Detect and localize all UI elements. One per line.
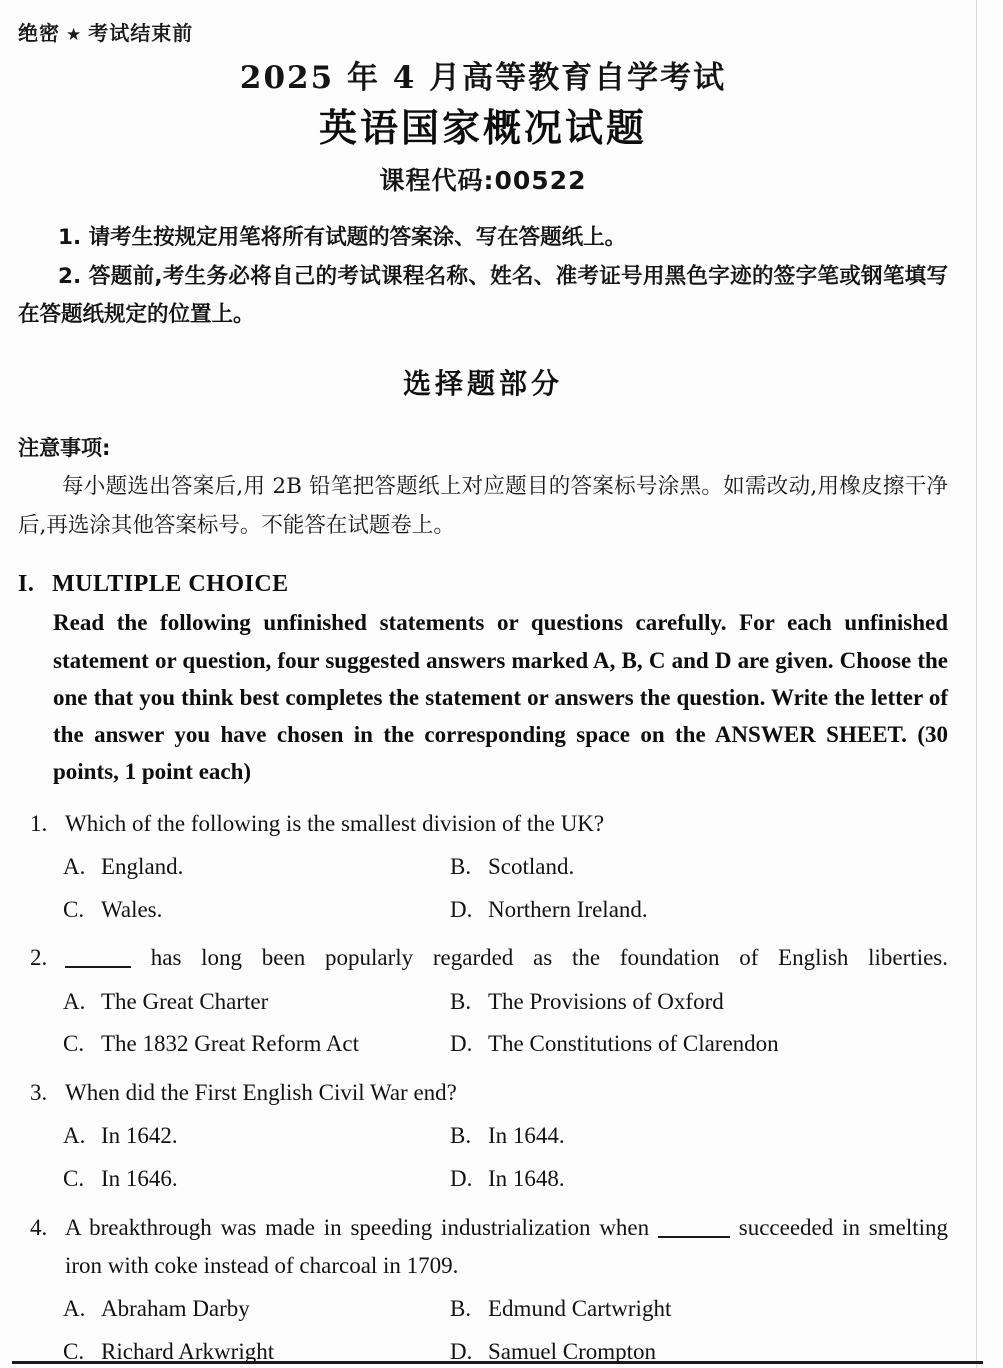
part-one-title: MULTIPLE CHOICE xyxy=(52,571,289,598)
question-number: 3. xyxy=(30,1080,48,1106)
question-number: 4. xyxy=(30,1214,48,1240)
option-text: In 1646. xyxy=(101,1166,178,1192)
option-text: Samuel Crompton xyxy=(488,1339,657,1365)
option-letter: C. xyxy=(63,1339,85,1365)
part-one-directions: Read the following unfinished statements or questions carefully. For each unfinished statement or question, four suggested answers marked A, B, C and D are given. Choose the one that you think best completes the statement or answers the question. Write the letter of the answer you have chosen in the corresponding space on the ANSWER SHEET. (30 points, 1 point each) xyxy=(53,610,948,785)
option-text: In 1648. xyxy=(488,1166,565,1192)
option-row xyxy=(18,1291,948,1328)
question-stem xyxy=(18,1209,948,1285)
option-row xyxy=(18,1118,948,1155)
option-group xyxy=(18,984,948,1064)
star-icon: ★ xyxy=(66,25,83,45)
option-a[interactable] xyxy=(18,1291,450,1328)
option-letter: A. xyxy=(63,853,86,879)
option-group xyxy=(18,1291,948,1368)
option-letter: A. xyxy=(63,1123,86,1149)
option-letter: A. xyxy=(63,1296,86,1322)
option-text: The 1832 Great Reform Act xyxy=(101,1031,360,1057)
answer-blank xyxy=(65,966,131,968)
option-letter: A. xyxy=(63,988,86,1014)
question-number: 1. xyxy=(30,810,48,836)
question-text: has long been popularly regarded as the foundation of English liberties. xyxy=(131,945,948,971)
option-group xyxy=(18,1118,948,1198)
option-letter: C. xyxy=(63,1031,85,1057)
option-text: England. xyxy=(101,853,184,879)
option-text: Scotland. xyxy=(488,853,575,879)
general-instruction-item: 2. 答题前,考生务必将自己的考试课程名称、姓名、准考证号用黑色字迹的签字笔或钢笔填写在答题纸规定的位置上。 xyxy=(18,263,948,327)
option-b[interactable] xyxy=(450,984,724,1021)
notice-body: 每小题选出答案后,用 2B 铅笔把答题纸上对应题目的答案标号涂黑。如需改动,用橡皮擦干净后,再选涂其他答案标号。不能答在试题卷上。 xyxy=(18,474,948,538)
question-number: 2. xyxy=(30,945,48,971)
secrecy-label-right: 考试结束前 xyxy=(88,21,194,45)
option-d[interactable] xyxy=(450,1334,656,1368)
question-stem xyxy=(18,1074,948,1112)
question-text: succeeded in smelting iron with coke instead of charcoal in 1709. xyxy=(65,1214,948,1279)
option-text: The Great Charter xyxy=(101,988,269,1014)
option-text: Richard Arkwright xyxy=(101,1339,275,1365)
option-row xyxy=(18,984,948,1021)
option-text: In 1644. xyxy=(488,1123,565,1149)
option-letter: B. xyxy=(450,988,472,1014)
option-letter: D. xyxy=(450,1166,473,1192)
option-d[interactable] xyxy=(450,892,648,929)
question-stem xyxy=(18,805,948,843)
option-letter: C. xyxy=(63,896,85,922)
option-row xyxy=(18,892,948,929)
question-item xyxy=(18,939,948,1063)
option-a[interactable] xyxy=(18,849,450,886)
notice-label: 注意事项: xyxy=(18,436,111,461)
part-one-number: I. xyxy=(18,571,35,598)
option-c[interactable] xyxy=(18,1026,450,1063)
option-c[interactable] xyxy=(18,1161,450,1198)
option-b[interactable] xyxy=(450,1118,565,1155)
option-text: Northern Ireland. xyxy=(488,896,648,922)
paper-title: 英语国家概况试题 xyxy=(318,105,647,150)
option-text: Wales. xyxy=(101,896,163,922)
section-heading: 选择题部分 xyxy=(402,367,563,401)
question-text: Which of the following is the smallest division of the UK? xyxy=(65,810,605,836)
question-stem xyxy=(18,939,948,977)
question-item xyxy=(18,1074,948,1198)
option-letter: D. xyxy=(450,1339,473,1365)
option-letter: C. xyxy=(63,1166,85,1192)
option-a[interactable] xyxy=(18,984,450,1021)
secrecy-label-left: 绝密 xyxy=(18,21,60,45)
general-instructions xyxy=(18,219,948,334)
option-text: The Constitutions of Clarendon xyxy=(488,1031,779,1057)
option-text: The Provisions of Oxford xyxy=(488,988,724,1014)
secrecy-marker xyxy=(18,0,948,46)
question-item xyxy=(18,805,948,929)
option-a[interactable] xyxy=(18,1118,450,1155)
option-letter: B. xyxy=(450,1296,472,1322)
option-b[interactable] xyxy=(450,849,574,886)
question-text: A breakthrough was made in speeding industrialization when xyxy=(65,1214,658,1240)
option-text: In 1642. xyxy=(101,1123,178,1149)
exam-title: 2025 年 4 月高等教育自学考试 xyxy=(239,60,727,96)
option-d[interactable] xyxy=(450,1026,779,1063)
option-c[interactable] xyxy=(18,1334,450,1368)
question-list xyxy=(18,805,948,1368)
option-b[interactable] xyxy=(450,1291,671,1328)
option-text: Edmund Cartwright xyxy=(488,1296,672,1322)
general-instruction-item: 1. 请考生按规定用笔将所有试题的答案涂、写在答题纸上。 xyxy=(58,225,627,251)
question-text: When did the First English Civil War end? xyxy=(65,1080,457,1106)
option-row xyxy=(18,849,948,886)
option-c[interactable] xyxy=(18,892,450,929)
option-text: Abraham Darby xyxy=(101,1296,250,1322)
option-letter: B. xyxy=(450,853,472,879)
title-block xyxy=(18,58,948,197)
option-d[interactable] xyxy=(450,1161,565,1198)
course-code: 课程代码:00522 xyxy=(379,166,587,196)
option-row xyxy=(18,1334,948,1368)
option-group xyxy=(18,849,948,929)
part-one-heading xyxy=(18,571,948,598)
question-item xyxy=(18,1209,948,1368)
option-row xyxy=(18,1161,948,1198)
option-row xyxy=(18,1026,948,1063)
option-letter: D. xyxy=(450,1031,473,1057)
option-letter: D. xyxy=(450,896,473,922)
option-letter: B. xyxy=(450,1123,472,1149)
answer-blank xyxy=(658,1236,730,1238)
